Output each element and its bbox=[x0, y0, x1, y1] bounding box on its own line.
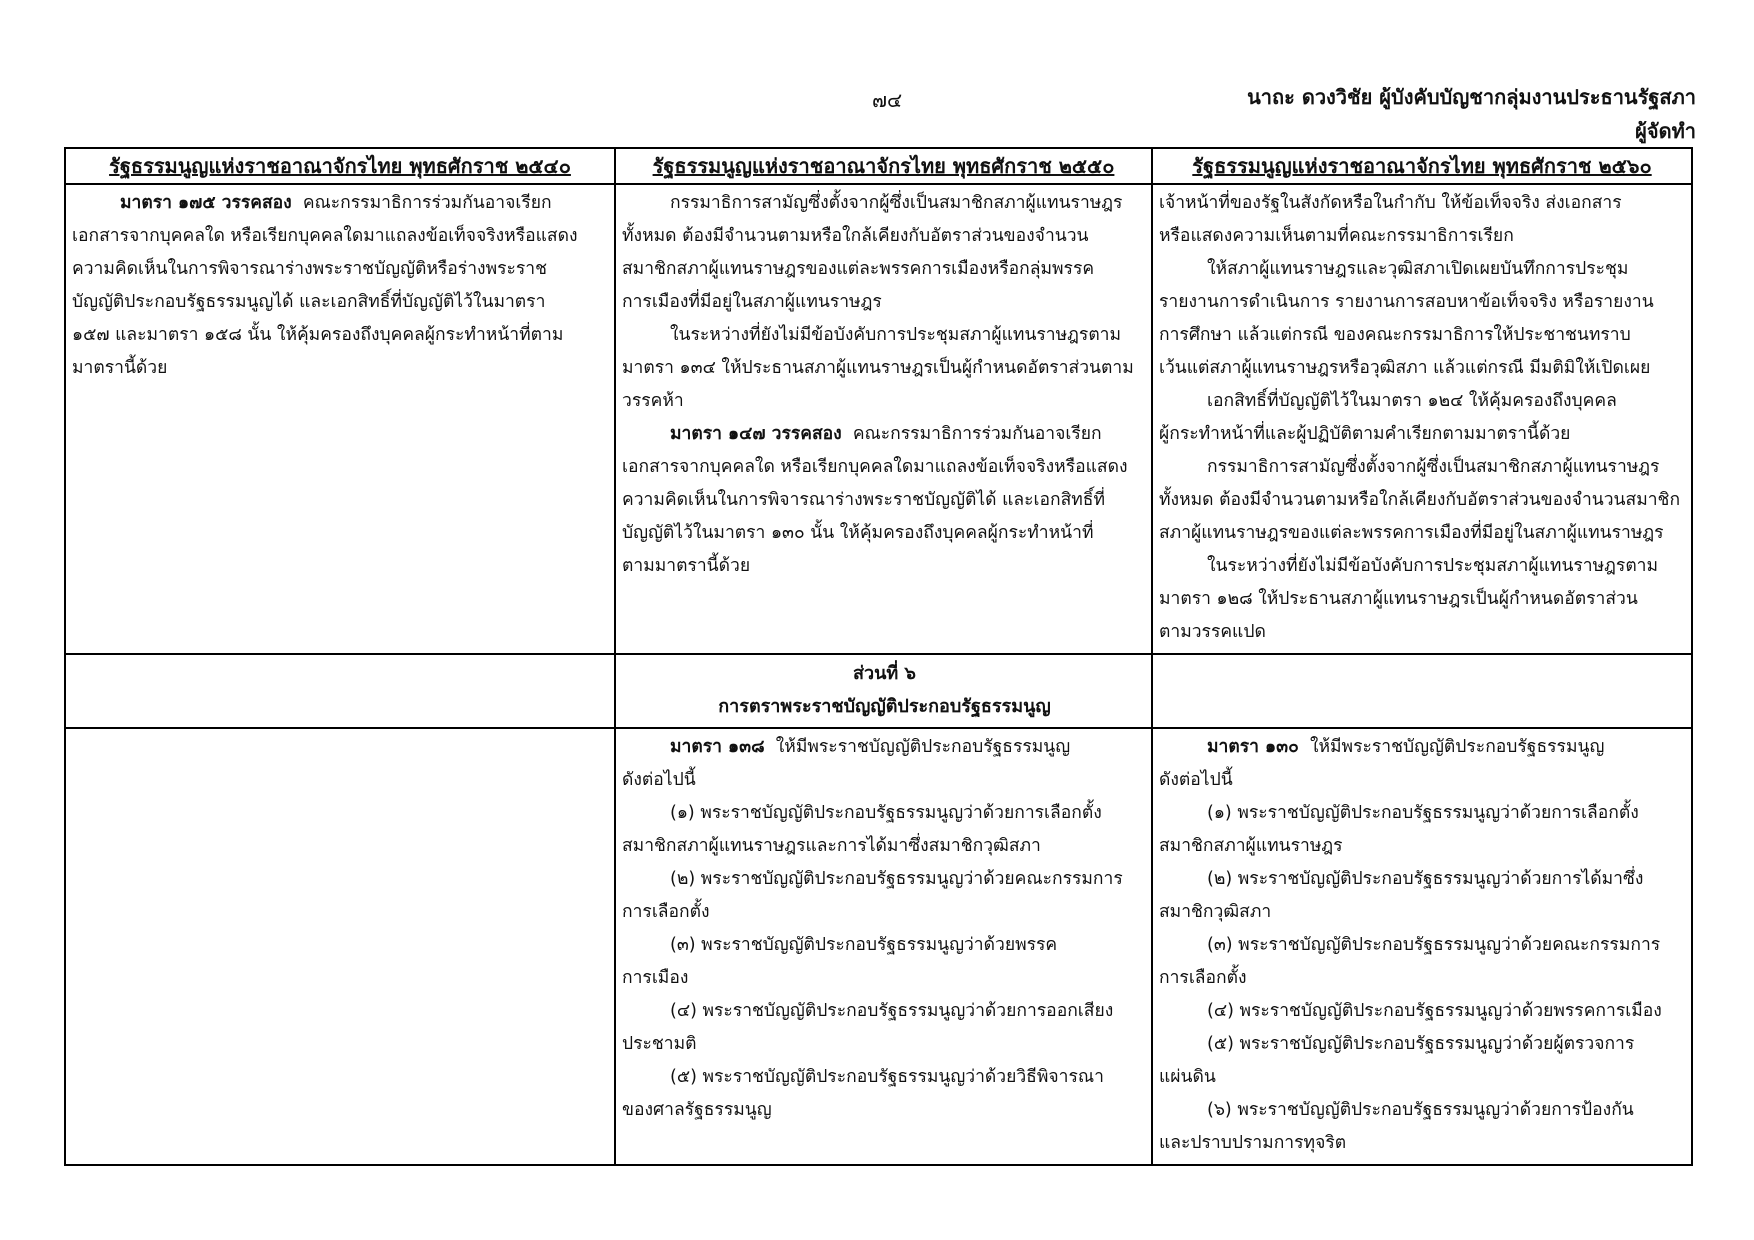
text-line bbox=[1159, 583, 1687, 616]
text-line bbox=[1159, 286, 1687, 319]
line-text: ผู้กระทำหน้าที่และผู้ปฏิบัติตามคำเรียกตามมาตรานี้ด้วย bbox=[1159, 424, 1571, 444]
line-text: การเลือกตั้ง bbox=[622, 902, 710, 922]
text-line bbox=[622, 187, 1147, 220]
line-text: เอกสารจากบุคคลใด หรือเรียกบุคคลใดมาแถลงข้อเท็จจริงหรือแสดง bbox=[622, 457, 1128, 477]
text-line bbox=[622, 286, 1147, 319]
line-text: ให้มีพระราชบัญญัติประกอบรัฐธรรมนูญ bbox=[764, 737, 1071, 757]
line-text: และปราบปรามการทุจริต bbox=[1159, 1133, 1347, 1153]
line-text: ของศาลรัฐธรรมนูญ bbox=[622, 1100, 772, 1120]
text-line bbox=[1159, 385, 1687, 418]
line-text: การศึกษา แล้วแต่กรณี ของคณะกรรมาธิการให้ประชาชนทราบ bbox=[1159, 325, 1631, 345]
text-line bbox=[622, 830, 1147, 863]
text-line bbox=[622, 863, 1147, 896]
line-text: (๕) พระราชบัญญัติประกอบรัฐธรรมนูญว่าด้วยผู้ตรวจการ bbox=[1207, 1034, 1635, 1054]
line-text: (๔) พระราชบัญญัติประกอบรัฐธรรมนูญว่าด้วยพรรคการเมือง bbox=[1207, 1001, 1662, 1021]
line-text: เอกสารจากบุคคลใด หรือเรียกบุคคลใดมาแถลงข้อเท็จจริงหรือแสดง bbox=[72, 226, 578, 246]
line-text: เว้นแต่สภาผู้แทนราษฎรหรือวุฒิสภา แล้วแต่กรณี มีมติมิให้เปิดเผย bbox=[1159, 358, 1651, 378]
author-name: นาถะ ดวงวิชัย ผู้บังคับบัญชากลุ่มงานประธานรัฐสภา bbox=[1247, 85, 1696, 109]
line-text: มาตรานี้ด้วย bbox=[72, 358, 168, 378]
line-text: ๑๕๗ และมาตรา ๑๕๘ นั้น ให้คุ้มครองถึงบุคคลผู้กระทำหน้าที่ตาม bbox=[72, 325, 564, 345]
line-text: (๓) พระราชบัญญัติประกอบรัฐธรรมนูญว่าด้วยคณะกรรมการ bbox=[1207, 935, 1661, 955]
line-text: บัญญัติไว้ในมาตรา ๑๓๐ นั้น ให้คุ้มครองถึงบุคคลผู้กระทำหน้าที่ bbox=[622, 523, 1094, 543]
table-row bbox=[65, 728, 1692, 1165]
text-line bbox=[1159, 187, 1687, 220]
text-line bbox=[1159, 830, 1687, 863]
text-line bbox=[622, 385, 1147, 418]
text-line bbox=[1159, 451, 1687, 484]
text-line bbox=[622, 1061, 1147, 1094]
text-line bbox=[622, 995, 1147, 1028]
text-line bbox=[1159, 253, 1687, 286]
table-cell-2550 bbox=[615, 184, 1152, 654]
table-cell-2540 bbox=[65, 184, 615, 654]
text-line bbox=[72, 352, 610, 385]
text-line bbox=[622, 418, 1147, 451]
section-number: มาตรา ๑๓๐ bbox=[1207, 737, 1299, 757]
line-text: สมาชิกวุฒิสภา bbox=[1159, 902, 1272, 922]
line-text: (๖) พระราชบัญญัติประกอบรัฐธรรมนูญว่าด้วยการป้องกัน bbox=[1207, 1100, 1634, 1120]
text-line bbox=[1159, 418, 1687, 451]
line-text: (๒) พระราชบัญญัติประกอบรัฐธรรมนูญว่าด้วยคณะกรรมการ bbox=[670, 869, 1123, 889]
page-number: ๗๔ bbox=[872, 88, 903, 112]
text-line bbox=[622, 253, 1147, 286]
text-line bbox=[1159, 1127, 1687, 1160]
line-text: การเมืองที่มีอยู่ในสภาผู้แทนราษฎร bbox=[622, 292, 882, 312]
text-line bbox=[1159, 1028, 1687, 1061]
line-text: เจ้าหน้าที่ของรัฐในสังกัดหรือในกำกับ ให้ข้อเท็จจริง ส่งเอกสาร bbox=[1159, 193, 1622, 213]
line-text: เอกสิทธิ์ที่บัญญัติไว้ในมาตรา ๑๒๔ ให้คุ้มครองถึงบุคคล bbox=[1207, 391, 1617, 411]
line-text: ให้มีพระราชบัญญัติประกอบรัฐธรรมนูญ bbox=[1298, 737, 1605, 757]
line-text: ทั้งหมด ต้องมีจำนวนตามหรือใกล้เคียงกับอัตราส่วนของจำนวนสมาชิก bbox=[1159, 490, 1681, 510]
line-text: สมาชิกสภาผู้แทนราษฎรและการได้มาซึ่งสมาชิกวุฒิสภา bbox=[622, 836, 1041, 856]
author-role: ผู้จัดทำ bbox=[1635, 119, 1696, 143]
column-header-2560: รัฐธรรมนูญแห่งราชอาณาจักรไทย พุทธศักราช ๒๕๖๐ bbox=[1152, 148, 1692, 184]
line-text: (๓) พระราชบัญญัติประกอบรัฐธรรมนูญว่าด้วยพรรค bbox=[670, 935, 1058, 955]
line-text: ทั้งหมด ต้องมีจำนวนตามหรือใกล้เคียงกับอัตราส่วนของจำนวน bbox=[622, 226, 1089, 246]
text-line bbox=[1159, 550, 1687, 583]
text-line bbox=[622, 929, 1147, 962]
table-cell-2550 bbox=[615, 654, 1152, 728]
line-text: กรรมาธิการสามัญซึ่งตั้งจากผู้ซึ่งเป็นสมาชิกสภาผู้แทนราษฎร bbox=[1207, 457, 1660, 477]
line-text: คณะกรรมาธิการร่วมกันอาจเรียก bbox=[841, 424, 1102, 444]
text-line bbox=[1159, 220, 1687, 253]
line-text: ประชามติ bbox=[622, 1034, 697, 1054]
section-number: มาตรา ๑๗๕ วรรคสอง bbox=[120, 193, 292, 213]
line-text: รายงานการดำเนินการ รายงานการสอบหาข้อเท็จจริง หรือรายงาน bbox=[1159, 292, 1654, 312]
line-text: ความคิดเห็นในการพิจารณาร่างพระราชบัญญัติได้ และเอกสิทธิ์ที่ bbox=[622, 490, 1106, 510]
line-text: กรรมาธิการสามัญซึ่งตั้งจากผู้ซึ่งเป็นสมาชิกสภาผู้แทนราษฎร bbox=[670, 193, 1123, 213]
section-heading bbox=[622, 657, 1147, 690]
line-text: ดังต่อไปนี้ bbox=[622, 770, 696, 790]
constitution-comparison-table bbox=[64, 147, 1693, 1166]
text-line bbox=[1159, 517, 1687, 550]
line-text: สมาชิกสภาผู้แทนราษฎร bbox=[1159, 836, 1343, 856]
table-header-row bbox=[65, 148, 1692, 184]
line-text: วรรคห้า bbox=[622, 391, 684, 411]
section-number: มาตรา ๑๓๘ bbox=[670, 737, 765, 757]
text-line bbox=[622, 731, 1147, 764]
text-line bbox=[1159, 484, 1687, 517]
author-block bbox=[1247, 80, 1696, 148]
line-text: (๔) พระราชบัญญัติประกอบรัฐธรรมนูญว่าด้วยการออกเสียง bbox=[670, 1001, 1114, 1021]
table-cell-2560 bbox=[1152, 728, 1692, 1165]
line-text: ดังต่อไปนี้ bbox=[1159, 770, 1233, 790]
table-row bbox=[65, 184, 1692, 654]
text-line bbox=[1159, 797, 1687, 830]
line-text: (๑) พระราชบัญญัติประกอบรัฐธรรมนูญว่าด้วยการเลือกตั้ง bbox=[670, 803, 1102, 823]
line-text: หรือแสดงความเห็นตามที่คณะกรรมาธิการเรียก bbox=[1159, 226, 1514, 246]
table-cell-2560 bbox=[1152, 654, 1692, 728]
text-line bbox=[1159, 1094, 1687, 1127]
text-line bbox=[1159, 616, 1687, 649]
line-text: สมาชิกสภาผู้แทนราษฎรของแต่ละพรรคการเมืองหรือกลุ่มพรรค bbox=[622, 259, 1095, 279]
text-line bbox=[1159, 352, 1687, 385]
column-header-2550: รัฐธรรมนูญแห่งราชอาณาจักรไทย พุทธศักราช ๒๕๕๐ bbox=[615, 148, 1152, 184]
text-line bbox=[622, 220, 1147, 253]
line-text: แผ่นดิน bbox=[1159, 1067, 1216, 1087]
text-line bbox=[622, 451, 1147, 484]
line-text: (๕) พระราชบัญญัติประกอบรัฐธรรมนูญว่าด้วยวิธีพิจารณา bbox=[670, 1067, 1104, 1087]
table-row bbox=[65, 654, 1692, 728]
line-text: การเมือง bbox=[622, 968, 689, 988]
text-line bbox=[1159, 731, 1687, 764]
table-cell-2540 bbox=[65, 654, 615, 728]
table-cell-2540 bbox=[65, 728, 615, 1165]
text-line bbox=[622, 764, 1147, 797]
text-line bbox=[622, 517, 1147, 550]
text-line bbox=[1159, 896, 1687, 929]
line-text: ตามวรรคแปด bbox=[1159, 622, 1266, 642]
text-line bbox=[622, 1094, 1147, 1127]
line-text: บัญญัติประกอบรัฐธรรมนูญได้ และเอกสิทธิ์ที่บัญญัติไว้ในมาตรา bbox=[72, 292, 546, 312]
line-text: (๑) พระราชบัญญัติประกอบรัฐธรรมนูญว่าด้วยการเลือกตั้ง bbox=[1207, 803, 1639, 823]
text-line bbox=[622, 896, 1147, 929]
table-cell-2560 bbox=[1152, 184, 1692, 654]
text-line bbox=[1159, 863, 1687, 896]
line-text: ในระหว่างที่ยังไม่มีข้อบังคับการประชุมสภาผู้แทนราษฎรตาม bbox=[670, 325, 1122, 345]
text-line bbox=[72, 187, 610, 220]
text-line bbox=[622, 319, 1147, 352]
text-line bbox=[72, 253, 610, 286]
table-cell-2550 bbox=[615, 728, 1152, 1165]
text-line bbox=[1159, 319, 1687, 352]
line-text: ส่วนที่ ๖ bbox=[853, 663, 916, 684]
line-text: คณะกรรมาธิการร่วมกันอาจเรียก bbox=[291, 193, 552, 213]
line-text: มาตรา ๑๓๔ ให้ประธานสภาผู้แทนราษฎรเป็นผู้กำหนดอัตราส่วนตาม bbox=[622, 358, 1134, 378]
line-text: (๒) พระราชบัญญัติประกอบรัฐธรรมนูญว่าด้วยการได้มาซึ่ง bbox=[1207, 869, 1644, 889]
text-line bbox=[1159, 1061, 1687, 1094]
line-text: การตราพระราชบัญญัติประกอบรัฐธรรมนูญ bbox=[718, 696, 1051, 717]
line-text: มาตรา ๑๒๘ ให้ประธานสภาผู้แทนราษฎรเป็นผู้กำหนดอัตราส่วน bbox=[1159, 589, 1638, 609]
section-number: มาตรา ๑๔๗ วรรคสอง bbox=[670, 424, 842, 444]
line-text: ให้สภาผู้แทนราษฎรและวุฒิสภาเปิดเผยบันทึกการประชุม bbox=[1207, 259, 1629, 279]
text-line bbox=[1159, 962, 1687, 995]
text-line bbox=[622, 484, 1147, 517]
text-line bbox=[72, 286, 610, 319]
section-heading bbox=[622, 690, 1147, 723]
line-text: ตามมาตรานี้ด้วย bbox=[622, 556, 751, 576]
text-line bbox=[622, 797, 1147, 830]
column-header-2540: รัฐธรรมนูญแห่งราชอาณาจักรไทย พุทธศักราช ๒๕๔๐ bbox=[65, 148, 615, 184]
text-line bbox=[72, 220, 610, 253]
text-line bbox=[622, 352, 1147, 385]
line-text: สภาผู้แทนราษฎรของแต่ละพรรคการเมืองที่มีอยู่ในสภาผู้แทนราษฎร bbox=[1159, 523, 1664, 543]
line-text: การเลือกตั้ง bbox=[1159, 968, 1247, 988]
text-line bbox=[1159, 929, 1687, 962]
line-text: ความคิดเห็นในการพิจารณาร่างพระราชบัญญัติหรือร่างพระราช bbox=[72, 259, 548, 279]
line-text: ในระหว่างที่ยังไม่มีข้อบังคับการประชุมสภาผู้แทนราษฎรตาม bbox=[1207, 556, 1659, 576]
text-line bbox=[622, 1028, 1147, 1061]
text-line bbox=[1159, 764, 1687, 797]
text-line bbox=[622, 962, 1147, 995]
text-line bbox=[1159, 995, 1687, 1028]
text-line bbox=[622, 550, 1147, 583]
text-line bbox=[72, 319, 610, 352]
